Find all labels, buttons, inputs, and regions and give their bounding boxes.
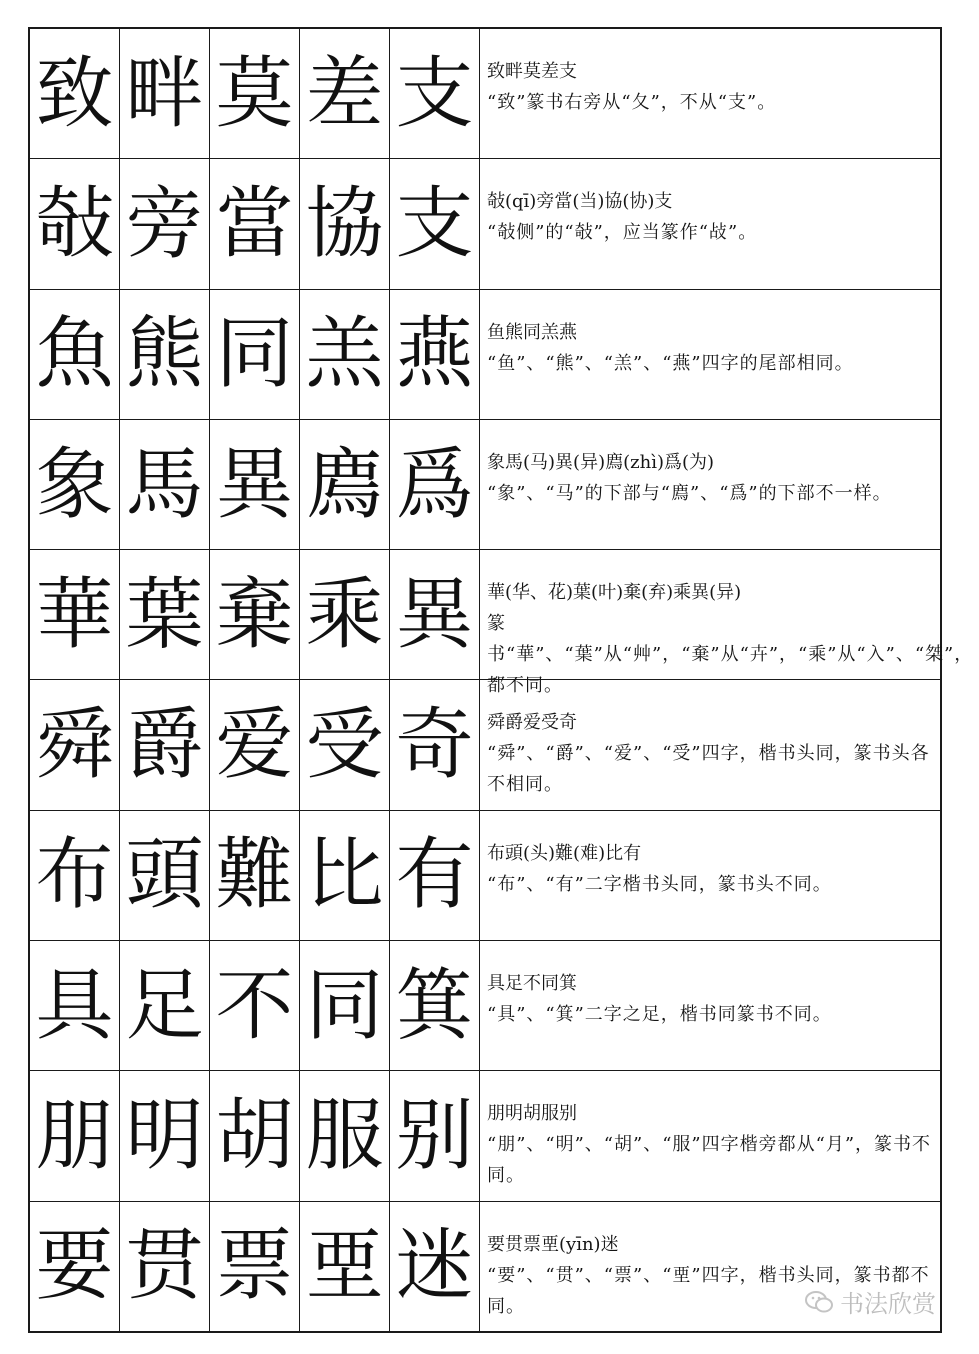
glyph-cell: 比 <box>300 811 390 940</box>
glyph-cell: 頭 <box>120 811 210 940</box>
glyph-cell: 爲 <box>390 420 480 549</box>
glyph-cell: 服 <box>300 1071 390 1200</box>
glyph-cell: 旁 <box>120 159 210 288</box>
glyph-cell: 燕 <box>390 290 480 419</box>
glyph-cell: 同 <box>210 290 300 419</box>
glyph-cell: 足 <box>120 941 210 1070</box>
table-row <box>30 29 940 159</box>
note-cell <box>480 420 940 549</box>
note-text: “舜”、“爵”、“爱”、“受”四字，楷书头同，篆书头各不相同。 <box>487 743 930 796</box>
glyph-cell: 舜 <box>30 680 120 809</box>
glyph-cell: 有 <box>390 811 480 940</box>
watermark <box>804 1284 936 1319</box>
table-row <box>30 941 940 1071</box>
glyph-cell: 難 <box>210 811 300 940</box>
glyph-cell: 票 <box>210 1202 300 1331</box>
glyph-cell: 朋 <box>30 1071 120 1200</box>
glyph-cell: 垔 <box>300 1202 390 1331</box>
glyph-cell: 葉 <box>120 550 210 679</box>
note-cell <box>480 811 940 940</box>
glyph-cell: 魚 <box>30 290 120 419</box>
table-row <box>30 420 940 550</box>
glyph-cell: 馬 <box>120 420 210 549</box>
note-heading: 布頭(头)難(难)比有 <box>487 842 642 864</box>
note-heading: 具足不同箕 <box>487 973 577 995</box>
glyph-cell: 支 <box>390 159 480 288</box>
glyph-cell: 支 <box>390 29 480 158</box>
note-heading: 象馬(马)異(异)廌(zhì)爲(为) <box>487 451 715 473</box>
table-row <box>30 680 940 810</box>
table-row <box>30 159 940 289</box>
note-text: “要”、“贯”、“票”、“垔”四字，楷书头同，篆书都不同。 <box>487 1264 930 1317</box>
glyph-cell: 莫 <box>210 29 300 158</box>
note-cell <box>480 29 940 158</box>
glyph-cell: 異 <box>390 550 480 679</box>
note-cell <box>480 550 979 697</box>
table-row <box>30 550 974 697</box>
glyph-cell: 華 <box>30 550 120 679</box>
table-row <box>30 290 940 420</box>
glyph-cell: 同 <box>300 941 390 1070</box>
note-cell <box>480 680 940 809</box>
note-cell <box>480 941 940 1070</box>
note-cell <box>480 159 940 288</box>
glyph-cell: 廌 <box>300 420 390 549</box>
glyph-cell: 箕 <box>390 941 480 1070</box>
note-heading: 要贯票垔(yīn)迷 <box>487 1233 619 1255</box>
comparison-table <box>28 27 974 1333</box>
table-row <box>30 811 940 941</box>
note-text: “致”篆书右旁从“夂”，不从“支”。 <box>487 92 777 113</box>
glyph-cell: 羔 <box>300 290 390 419</box>
glyph-cell: 明 <box>120 1071 210 1200</box>
note-cell <box>480 290 940 419</box>
glyph-cell: 爵 <box>120 680 210 809</box>
glyph-cell: 象 <box>30 420 120 549</box>
glyph-cell: 布 <box>30 811 120 940</box>
table-row <box>30 1071 940 1201</box>
glyph-cell: 迷 <box>390 1202 480 1331</box>
glyph-cell: 熊 <box>120 290 210 419</box>
glyph-cell: 别 <box>390 1071 480 1200</box>
note-heading: 鱼熊同羔燕 <box>487 321 577 343</box>
glyph-cell: 致 <box>30 29 120 158</box>
note-heading: 致畔莫差支 <box>487 61 577 82</box>
note-heading: 敧(qī)旁當(当)協(协)支 <box>487 191 673 213</box>
glyph-cell: 要 <box>30 1202 120 1331</box>
wechat-icon <box>804 1289 834 1315</box>
note-heading: 華(华、花)葉(叶)棄(弃)乘異(异) <box>487 582 742 604</box>
note-text: “象”、“马”的下部与“廌”、“爲”的下部不一样。 <box>487 482 892 504</box>
note-text: “鱼”、“熊”、“羔”、“燕”四字的尾部相同。 <box>487 352 854 374</box>
glyph-cell: 不 <box>210 941 300 1070</box>
note-cell <box>480 1071 940 1200</box>
note-heading: 舜爵爱受奇 <box>487 712 577 734</box>
glyph-cell: 協 <box>300 159 390 288</box>
note-text: “布”、“有”二字楷书头同，篆书头不同。 <box>487 873 832 895</box>
note-text: “朋”、“明”、“胡”、“服”四字楷旁都从“月”，篆书不同。 <box>487 1134 932 1187</box>
glyph-cell: 棄 <box>210 550 300 679</box>
glyph-cell: 當 <box>210 159 300 288</box>
glyph-cell: 胡 <box>210 1071 300 1200</box>
glyph-cell: 差 <box>300 29 390 158</box>
watermark-text: 书法欣赏 <box>840 1290 936 1318</box>
glyph-cell: 乘 <box>300 550 390 679</box>
glyph-cell: 具 <box>30 941 120 1070</box>
glyph-cell: 敧 <box>30 159 120 288</box>
note-text: “具”、“箕”二字之足，楷书同篆书不同。 <box>487 1004 832 1026</box>
glyph-cell: 受 <box>300 680 390 809</box>
note-heading: 朋明胡服别 <box>487 1103 577 1125</box>
glyph-cell: 異 <box>210 420 300 549</box>
note-text: “敧侧”的“敧”，应当篆作“敁”。 <box>487 222 758 244</box>
glyph-cell: 畔 <box>120 29 210 158</box>
glyph-cell: 贯 <box>120 1202 210 1331</box>
glyph-cell: 爱 <box>210 680 300 809</box>
note-text: 篆书“華”、“葉”从“艸”，“棄”从“卉”，“乘”从“入”、“桀”，都不同。 <box>487 613 974 697</box>
glyph-cell: 奇 <box>390 680 480 809</box>
